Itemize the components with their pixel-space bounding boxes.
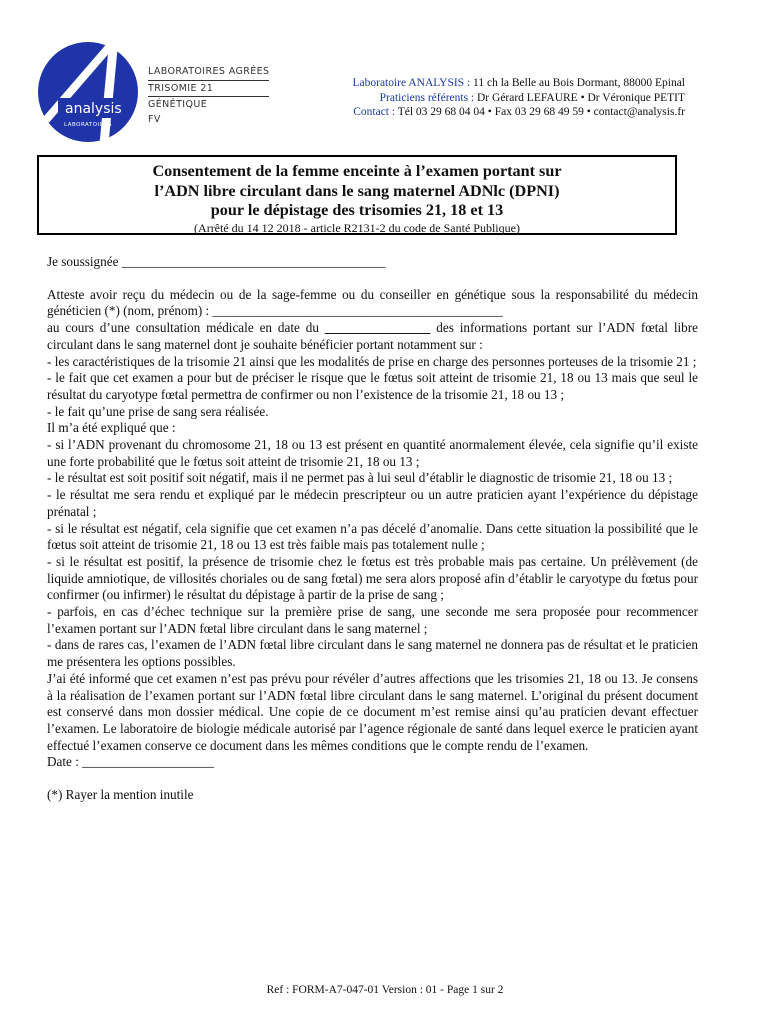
info-item: - le fait que cet examen a pour but de préciser le risque que le fœtus soit atteint de trisomie 21, 18 ou 13 mais que seul le résultat du caryotype fœtal permettra de confirmer ou non l’existence de la trisomie 21, 18 ou 13 ; bbox=[47, 370, 698, 402]
title-line: pour le dépistage des trisomies 21, 18 et 13 bbox=[210, 201, 504, 219]
explained-item: - le résultat me sera rendu et expliqué par le médecin prescripteur ou un autre praticien ayant l’expérience du dépistage prénatal ; bbox=[47, 487, 698, 519]
lab-accreditations bbox=[148, 64, 269, 127]
date-line: Date : ____________________ bbox=[47, 754, 215, 770]
practitioners: Dr Gérard LEFAURE • Dr Véronique PETIT bbox=[477, 91, 685, 104]
title-line: Consentement de la femme enceinte à l’examen portant sur bbox=[152, 162, 562, 180]
contact-block bbox=[352, 76, 685, 120]
footnote: (*) Rayer la mention inutile bbox=[47, 787, 194, 803]
info-item: - les caractéristiques de la trisomie 21 ainsi que les modalités de prise en charge des personnes porteuses de la trisomie 21 ; bbox=[47, 353, 697, 369]
lab-line: TRISOMIE 21 bbox=[148, 81, 269, 97]
document-title-box bbox=[37, 155, 677, 235]
lab-address: 11 ch la Belle au Bois Dormant, 88000 Epinal bbox=[473, 77, 685, 89]
lab-label: Laboratoire ANALYSIS : bbox=[352, 77, 471, 89]
contact-label: Contact : bbox=[353, 106, 396, 118]
explained-intro: Il m’a été expliqué que : bbox=[47, 420, 176, 436]
title-subtitle: (Arrêté du 14 12 2018 - article R2131-2 du code de Santé Publique) bbox=[194, 220, 520, 235]
page-footer: Ref : FORM-A7-047-01 Version : 01 - Page 1 sur 2 bbox=[266, 984, 504, 996]
lab-line: GÉNÉTIQUE bbox=[148, 99, 208, 110]
explained-item: - dans de rares cas, l’examen de l’ADN fœtal libre circulant dans le sang maternel ne donnera pas de résultat et le praticien me présentera les options possibles. bbox=[47, 637, 698, 670]
practitioners-label: Praticiens référents : bbox=[379, 91, 475, 104]
consultation-text: au cours d’une consultation médicale en date du ________________ des informations portant sur l’ADN fœtal libre circulant dans le sang maternel dont je souhaite bénéficier portant notamment sur : bbox=[47, 320, 699, 352]
title-line: l’ADN libre circulant dans le sang maternel ADNlc (DPNI) bbox=[154, 181, 560, 200]
explained-item: - parfois, en cas d’échec technique sur la première prise de sang, une seconde me sera proposée pour recommencer l’examen portant sur l’ADN fœtal libre circulant dans le sang maternel ; bbox=[47, 604, 698, 636]
consent-body bbox=[47, 254, 698, 804]
lab-line: LABORATOIRES AGRÉES bbox=[148, 64, 269, 81]
logo-wordmark: analysis bbox=[65, 101, 122, 117]
attestation-text: Atteste avoir reçu du médecin ou de la sage-femme ou du conseiller en génétique sous la responsabilité du médecin généticien (*) (nom, prénom) : ____________________________________________ bbox=[47, 286, 698, 319]
signer-line: Je soussignée ________________________________________ bbox=[47, 254, 386, 269]
explained-item: - si le résultat est positif, la présence de trisomie chez le fœtus est très probable mais pas certaine. Un prélèvement (de liquide amniotique, de villosités choriales ou de sang fœtal) me sera alors proposé afin d’établir le caryotype du fœtus pour confirmer (ou infirmer) le résultat du dépistage à partir de la prise de sang ; bbox=[47, 553, 698, 603]
explained-item: - si l’ADN provenant du chromosome 21, 18 ou 13 est présent en quantité anormalement élevée, cela signifie qu’il existe une forte probabilité que le fœtus soit atteint de trisomie 21, 18 ou 13 ; bbox=[47, 437, 698, 469]
explained-item: - le résultat est soit positif soit négatif, mais il ne permet pas à lui seul d’établir le diagnostic de trisomie 21, 18 ou 13 ; bbox=[47, 470, 673, 486]
explained-item: - si le résultat est négatif, cela signifie que cet examen n’a pas décelé d’anomalie. Dans cette situation la possibilité que le fœtus soit atteint de trisomie 21, 18 ou 13 est très faible mais pas totalement nulle ; bbox=[47, 520, 698, 553]
contact-details: Tél 03 29 68 04 04 • Fax 03 29 68 49 59 • contact@analysis.fr bbox=[397, 106, 685, 118]
lab-line: FV bbox=[148, 114, 161, 125]
closing-text: J’ai été informé que cet examen n’est pas prévu pour révéler d’autres affections que les trisomies 21, 18 ou 13. Je consens à la réalisation de l’examen portant sur l’ADN fœtal libre circulant dans le sang maternel. L’original du présent document est conservé dans mon dossier médical. Une copie de ce document m’est remise ainsi qu’au praticien devant effectuer l’examen. Le laboratoire de biologie médicale autorisé par l’agence régionale de santé dans lequel exerce le praticien ayant effectué l’examen conserve ce document dans les mêmes conditions que le compte rendu de l’examen. bbox=[47, 670, 698, 753]
logo-subtext: LABORATOIRES bbox=[64, 122, 112, 128]
consultation-date-blank: ________________ bbox=[324, 320, 431, 336]
info-item: - le fait qu’une prise de sang sera réalisée. bbox=[47, 403, 269, 419]
analysis-logo bbox=[36, 40, 140, 144]
